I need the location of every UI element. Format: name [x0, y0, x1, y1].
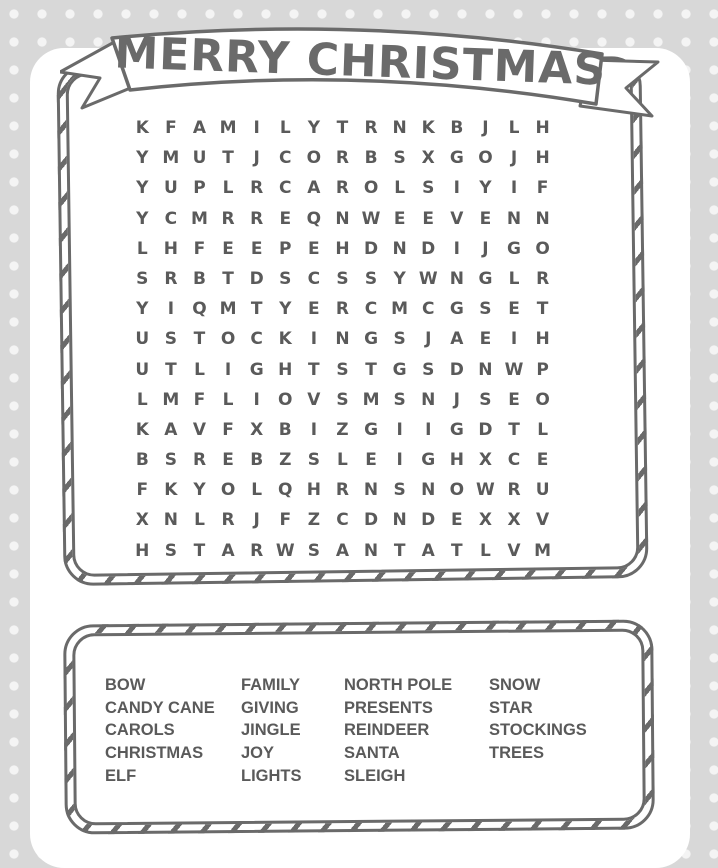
grid-letter[interactable]: D	[363, 510, 379, 531]
grid-letter[interactable]: C	[279, 178, 292, 199]
grid-letter[interactable]: Q	[306, 208, 322, 229]
grid-letter[interactable]: T	[336, 118, 349, 138]
grid-letter[interactable]: W	[504, 359, 524, 380]
grid-letter[interactable]: R	[250, 208, 264, 229]
grid-letter[interactable]: E	[508, 389, 520, 410]
grid-letter[interactable]: J	[482, 238, 489, 259]
grid-letter[interactable]: F	[222, 419, 234, 440]
grid-letter[interactable]: H	[306, 480, 321, 501]
grid-letter[interactable]: X	[250, 419, 264, 440]
grid-letter[interactable]: R	[335, 178, 349, 199]
grid-letter[interactable]: H	[135, 540, 150, 561]
grid-letter[interactable]: F	[193, 238, 206, 259]
grid-letter[interactable]: R	[192, 450, 207, 471]
grid-letter[interactable]: S	[336, 359, 349, 380]
grid-letter[interactable]: L	[194, 359, 205, 380]
grid-letter[interactable]: X	[507, 510, 521, 531]
grid-letter[interactable]: D	[421, 238, 436, 259]
word-list-item: JINGLE	[241, 721, 301, 740]
grid-letter[interactable]: S	[336, 389, 349, 410]
grid-letter[interactable]: E	[508, 299, 520, 320]
grid-letter[interactable]: L	[194, 510, 205, 531]
grid-letter[interactable]: E	[308, 238, 320, 259]
word-list-column	[241, 674, 344, 788]
grid-letter[interactable]: W	[418, 268, 438, 289]
grid-letter[interactable]: G	[449, 419, 464, 440]
grid-letter[interactable]: D	[421, 510, 436, 531]
word-list-item: SNOW	[489, 676, 541, 694]
grid-letter[interactable]: E	[365, 450, 377, 471]
word-list-column	[489, 674, 609, 788]
grid-letter[interactable]: P	[193, 178, 206, 199]
grid-letter[interactable]: I	[253, 389, 260, 410]
grid-letter[interactable]: F	[279, 510, 292, 531]
grid-letter[interactable]: G	[249, 359, 264, 380]
grid-letter[interactable]: O	[535, 238, 550, 259]
grid-letter[interactable]: O	[449, 480, 465, 501]
grid-letter[interactable]: N	[335, 208, 350, 229]
grid-letter[interactable]: I	[224, 359, 232, 380]
grid-letter[interactable]: H	[535, 329, 550, 350]
grid-letter[interactable]: F	[136, 480, 149, 501]
grid-letter[interactable]: S	[393, 480, 406, 501]
grid-letter[interactable]: G	[478, 268, 493, 289]
word-list-item: LIGHTS	[241, 766, 302, 785]
grid-letter[interactable]: B	[278, 419, 292, 440]
grid-letter[interactable]: Y	[279, 299, 292, 320]
grid-letter[interactable]: I	[396, 419, 403, 440]
grid-letter[interactable]: D	[249, 268, 264, 289]
grid-letter[interactable]: E	[279, 208, 292, 229]
grid-letter[interactable]: L	[222, 178, 234, 199]
grid-letter[interactable]: I	[510, 329, 518, 350]
grid-letter[interactable]: R	[221, 510, 235, 531]
grid-letter[interactable]: S	[279, 268, 292, 289]
grid-letter[interactable]: R	[335, 480, 349, 501]
grid-letter[interactable]: R	[221, 208, 235, 229]
grid-letter[interactable]: T	[193, 540, 206, 561]
grid-letter[interactable]: X	[478, 510, 492, 531]
grid-letter[interactable]: T	[250, 299, 263, 320]
word-list-item: CAROLS	[105, 721, 175, 740]
grid-letter[interactable]: N	[363, 480, 379, 501]
grid-letter[interactable]: Z	[307, 510, 321, 531]
grid-letter[interactable]: C	[336, 510, 349, 531]
grid-letter[interactable]: G	[449, 148, 464, 169]
grid-letter[interactable]: T	[165, 359, 177, 380]
grid-letter[interactable]: I	[425, 419, 432, 440]
grid-letter[interactable]: O	[478, 148, 493, 169]
word-list-column	[344, 674, 489, 788]
grid-letter[interactable]: E	[479, 208, 492, 229]
grid-letter[interactable]: Q	[278, 480, 293, 501]
grid-letter[interactable]: C	[250, 329, 263, 350]
grid-letter[interactable]: R	[250, 178, 264, 199]
grid-letter[interactable]: N	[392, 118, 407, 138]
grid-letter[interactable]: L	[537, 419, 549, 440]
grid-letter[interactable]: L	[394, 178, 406, 199]
grid-letter[interactable]: L	[136, 238, 148, 259]
grid-letter[interactable]: T	[508, 419, 520, 440]
word-list-item: JOY	[241, 744, 275, 763]
word-list-item: CANDY CANE	[105, 698, 215, 717]
page-title: MERRY CHRISTMAS	[113, 27, 608, 96]
grid-letter[interactable]: M	[219, 299, 237, 320]
grid-letter[interactable]: E	[250, 238, 263, 259]
grid-letter[interactable]: U	[535, 480, 550, 501]
word-list-item: ELF	[105, 766, 137, 785]
grid-letter[interactable]: X	[135, 510, 149, 531]
word-list-column	[105, 674, 241, 788]
grid-letter[interactable]: C	[307, 268, 321, 289]
grid-letter[interactable]: A	[307, 178, 321, 199]
grid-letter[interactable]: M	[534, 540, 552, 561]
grid-letter[interactable]: S	[336, 268, 349, 289]
grid-letter[interactable]: J	[510, 148, 518, 169]
grid-letter[interactable]: S	[307, 450, 320, 471]
grid-letter[interactable]: E	[479, 329, 492, 350]
grid-letter[interactable]: Z	[336, 419, 349, 440]
grid-letter[interactable]: A	[192, 118, 207, 138]
grid-letter[interactable]: N	[335, 329, 350, 350]
grid-letter[interactable]: U	[135, 329, 150, 350]
grid-letter[interactable]: S	[364, 268, 378, 289]
grid-letter[interactable]: L	[337, 450, 348, 471]
word-list-item: BOW	[105, 676, 146, 694]
word-list-item: REINDEER	[344, 721, 430, 740]
grid-letter[interactable]: N	[449, 268, 464, 289]
grid-letter[interactable]: T	[193, 329, 206, 350]
grid-letter[interactable]: B	[193, 268, 206, 289]
grid-letter[interactable]: H	[335, 238, 350, 259]
word-list	[105, 674, 609, 788]
grid-letter[interactable]: C	[279, 148, 292, 169]
grid-letter[interactable]: M	[219, 118, 237, 138]
word-list-item: TREES	[489, 744, 545, 763]
grid-letter[interactable]: R	[335, 148, 349, 169]
grid-letter[interactable]: S	[164, 329, 178, 350]
grid-letter[interactable]: Z	[279, 450, 292, 471]
grid-letter[interactable]: C	[507, 450, 521, 471]
word-list-item: GIVING	[241, 698, 299, 717]
grid-letter[interactable]: M	[391, 299, 409, 320]
grid-letter[interactable]: N	[506, 208, 522, 229]
grid-letter[interactable]: F	[193, 389, 206, 410]
grid-letter[interactable]: A	[335, 540, 350, 561]
grid-letter[interactable]: Y	[136, 208, 149, 229]
word-list-item: STOCKINGS	[489, 721, 587, 740]
grid-letter[interactable]: H	[163, 238, 178, 259]
grid-letter[interactable]: G	[364, 419, 379, 440]
grid-letter[interactable]: L	[251, 480, 263, 501]
word-list-item: SANTA	[344, 744, 400, 763]
grid-letter[interactable]: S	[479, 299, 492, 320]
grid-letter[interactable]: P	[536, 359, 549, 380]
grid-letter[interactable]: L	[480, 540, 491, 561]
grid-letter[interactable]: G	[421, 450, 436, 471]
grid-letter[interactable]: O	[220, 480, 236, 501]
grid-letter[interactable]: M	[362, 389, 380, 410]
grid-letter[interactable]: L	[508, 118, 520, 138]
grid-letter[interactable]: R	[536, 268, 550, 289]
grid-letter[interactable]: I	[453, 178, 460, 199]
grid-letter[interactable]: B	[250, 450, 264, 471]
grid-letter[interactable]: S	[479, 389, 492, 410]
grid-letter[interactable]: N	[421, 389, 436, 410]
grid-letter[interactable]: C	[164, 208, 178, 229]
grid-letter[interactable]: Y	[136, 299, 149, 320]
grid-letter[interactable]: E	[422, 208, 435, 229]
grid-letter[interactable]: S	[422, 359, 435, 380]
grid-letter[interactable]: I	[396, 450, 403, 471]
grid-letter[interactable]: S	[164, 540, 178, 561]
grid-letter[interactable]: U	[163, 178, 178, 199]
grid-letter[interactable]: E	[308, 299, 320, 320]
grid-letter[interactable]: Y	[136, 148, 149, 169]
grid-letter[interactable]: V	[307, 389, 321, 410]
grid-letter[interactable]: E	[451, 510, 463, 531]
grid-letter[interactable]: D	[449, 359, 464, 380]
grid-letter[interactable]: V	[192, 419, 207, 440]
grid-letter[interactable]: N	[535, 208, 550, 229]
title-banner	[60, 20, 660, 120]
grid-letter[interactable]: K	[278, 329, 292, 350]
grid-letter[interactable]: K	[421, 118, 435, 138]
grid-letter[interactable]: Y	[479, 178, 492, 199]
grid-letter[interactable]: O	[363, 178, 379, 199]
grid-letter[interactable]: Q	[192, 299, 207, 320]
grid-letter[interactable]: T	[222, 268, 234, 289]
grid-letter[interactable]: I	[310, 329, 318, 350]
word-list-item: FAMILY	[241, 676, 300, 694]
letter-grid	[128, 113, 557, 566]
grid-letter[interactable]: Y	[307, 118, 321, 138]
word-list-item: CHRISTMAS	[105, 744, 204, 763]
grid-letter[interactable]: B	[364, 148, 378, 169]
grid-letter[interactable]: J	[425, 329, 432, 350]
word-list-item: STAR	[489, 698, 533, 717]
word-list-item: NORTH POLE	[344, 676, 453, 694]
grid-letter[interactable]: I	[310, 419, 318, 440]
grid-letter[interactable]: R	[335, 299, 349, 320]
grid-letter[interactable]: N	[163, 510, 178, 531]
grid-letter[interactable]: O	[278, 389, 293, 410]
grid-letter[interactable]: T	[222, 148, 234, 169]
grid-letter[interactable]: K	[135, 118, 149, 138]
grid-letter[interactable]: F	[165, 118, 177, 138]
grid-letter[interactable]: E	[222, 238, 234, 259]
grid-letter[interactable]: T	[451, 540, 463, 561]
grid-letter[interactable]: N	[363, 540, 379, 561]
grid-letter[interactable]: R	[164, 268, 178, 289]
grid-letter[interactable]: I	[167, 299, 175, 320]
grid-letter[interactable]: K	[164, 480, 178, 501]
grid-letter[interactable]: T	[365, 359, 377, 380]
grid-letter[interactable]: N	[478, 359, 493, 380]
grid-letter[interactable]: V	[450, 208, 464, 229]
grid-letter[interactable]: N	[392, 238, 407, 259]
grid-letter[interactable]: Y	[193, 480, 206, 501]
word-list-item: PRESENTS	[344, 698, 433, 717]
grid-letter[interactable]: M	[191, 208, 208, 229]
grid-letter[interactable]: V	[507, 540, 521, 561]
grid-letter[interactable]: W	[476, 480, 495, 501]
grid-letter[interactable]: I	[453, 238, 460, 259]
grid-letter[interactable]: O	[535, 389, 550, 410]
grid-letter[interactable]: A	[221, 540, 235, 561]
grid-letter[interactable]: G	[364, 329, 379, 350]
grid-letter[interactable]: R	[250, 540, 264, 561]
grid-letter[interactable]: H	[535, 118, 550, 138]
grid-letter[interactable]: N	[421, 480, 436, 501]
grid-letter[interactable]: T	[393, 540, 406, 561]
grid-letter[interactable]: T	[308, 359, 320, 380]
grid-letter[interactable]: H	[535, 148, 550, 169]
grid-letter[interactable]: A	[450, 329, 464, 350]
grid-letter[interactable]: W	[361, 208, 381, 229]
grid-letter[interactable]: W	[275, 540, 295, 561]
grid-letter[interactable]: C	[364, 299, 378, 320]
grid-letter[interactable]: O	[220, 329, 236, 350]
grid-letter[interactable]: F	[536, 178, 549, 199]
grid-letter[interactable]: J	[253, 510, 260, 531]
grid-letter[interactable]: Y	[136, 178, 149, 199]
grid-letter[interactable]: B	[450, 118, 464, 138]
grid-letter[interactable]: Y	[393, 268, 406, 289]
grid-letter[interactable]: L	[279, 118, 291, 138]
grid-letter[interactable]: J	[253, 148, 260, 169]
grid-letter[interactable]: U	[135, 359, 150, 380]
grid-letter[interactable]: H	[449, 450, 464, 471]
grid-letter[interactable]: M	[162, 148, 180, 169]
grid-letter[interactable]: G	[449, 299, 464, 320]
grid-letter[interactable]: G	[507, 238, 521, 259]
grid-letter[interactable]: G	[392, 359, 407, 380]
grid-letter[interactable]: L	[136, 389, 148, 410]
grid-letter[interactable]: T	[536, 299, 549, 320]
grid-letter[interactable]: D	[478, 419, 493, 440]
grid-letter[interactable]: N	[392, 510, 407, 531]
grid-letter[interactable]: D	[363, 238, 379, 259]
grid-letter[interactable]: X	[478, 450, 492, 471]
grid-letter[interactable]: S	[393, 148, 406, 169]
grid-letter[interactable]: S	[136, 268, 149, 289]
grid-letter[interactable]: O	[306, 148, 322, 169]
grid-letter[interactable]: V	[536, 510, 550, 531]
grid-letter[interactable]: P	[279, 238, 292, 259]
grid-letter[interactable]: B	[135, 450, 149, 471]
grid-letter[interactable]: X	[421, 148, 435, 169]
grid-letter[interactable]: I	[510, 178, 518, 199]
grid-letter[interactable]: A	[164, 419, 178, 440]
grid-letter[interactable]: S	[307, 540, 320, 561]
grid-letter[interactable]: E	[536, 450, 549, 471]
grid-letter[interactable]: C	[421, 299, 435, 320]
grid-letter[interactable]: S	[393, 389, 406, 410]
grid-letter[interactable]: S	[164, 450, 178, 471]
grid-letter[interactable]: E	[222, 450, 234, 471]
grid-letter[interactable]: J	[453, 389, 460, 410]
word-list-item: SLEIGH	[344, 766, 406, 785]
grid-letter[interactable]: S	[393, 329, 406, 350]
grid-letter[interactable]: E	[393, 208, 406, 229]
grid-letter[interactable]: H	[278, 359, 293, 380]
grid-letter[interactable]: S	[422, 178, 435, 199]
grid-letter[interactable]: L	[508, 268, 520, 289]
grid-letter[interactable]: R	[364, 118, 378, 138]
grid-letter[interactable]: R	[507, 480, 521, 501]
grid-letter[interactable]: M	[162, 389, 180, 410]
grid-letter[interactable]: A	[421, 540, 435, 561]
grid-letter[interactable]: U	[192, 148, 207, 169]
grid-letter[interactable]: K	[135, 419, 149, 440]
grid-letter[interactable]: J	[482, 118, 489, 138]
grid-letter[interactable]: I	[253, 118, 260, 138]
grid-letter[interactable]: L	[222, 389, 234, 410]
